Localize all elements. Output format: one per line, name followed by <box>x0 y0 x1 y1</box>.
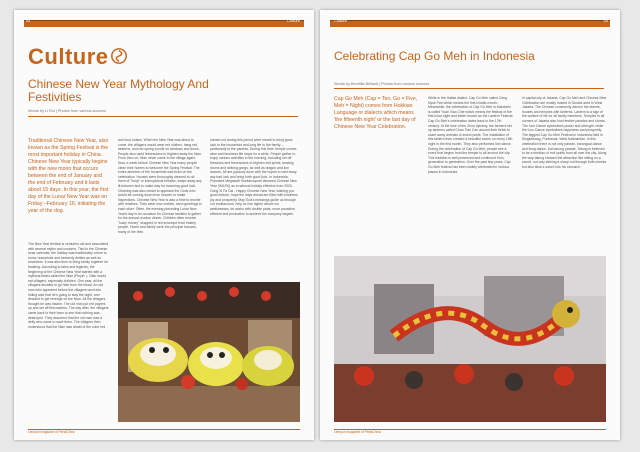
left-byline: Words by Li Rui | Photos from various sources <box>28 109 106 113</box>
swirl-logo-icon <box>110 47 128 65</box>
left-divider <box>28 116 298 117</box>
right-divider <box>334 88 604 89</box>
lion-dance-photo <box>118 282 300 422</box>
left-page-number: 54 <box>26 18 31 23</box>
left-footer: Lempuh magazine of PertaChina <box>28 430 75 434</box>
right-lead-paragraph: Cap Go Meh (Cap = Ten, Go = Five, Meh = Night) comes from Hokkian Language or dialects which means 'the fifteenth night' or the last day of Chinese New Year Celebration. <box>334 96 418 130</box>
right-footer: Lempuh magazine of PertaChina <box>334 430 381 434</box>
left-article-title: Chinese New Year Mythology And Festivities <box>28 77 209 104</box>
right-article-title: Celebrating Cap Go Meh in Indonesia <box>334 49 535 63</box>
left-page <box>14 10 314 440</box>
right-page-number: 55 <box>603 18 608 23</box>
section-heading: Culture <box>28 44 109 69</box>
left-column-3-body: carried out during this period were meant to bring good luck to the household and long life to the family – particularly to the parents. During this time, temple comes alive and business life stops for a while. People gather to enjoy various activities in the evening, including set off fireworks and firecrackers to frighten evil spirits, beating drums and striking gongs, as well as dragon and lion dances. All are joyously done with the hopes to cast away any bad luck and bring forth good luck. In Indonesia, President Megawati Soekarnoputri declared Chinese New Year (IMLEK) as a national holiday effective from 2003. Gong Xi Fa Cai - Happy Chinese New Year, wishing you good fortune, hope the days ahead are filled with kindness joy and prosperity. May God's blessings guide us through our endeavours, help us rise higher above our weaknesses, let works with double parts, more proactive, efficient and productive to achieve the company targets. <box>210 138 298 216</box>
right-column-3-body: In capital city of Jakarta, Cap Go Meh and Chinese New Celebration are mostly hosted in Glodok area in West Jakarta. The Chinese community adorns the streets, houses and temples with lanterns. Lantern is a sign of the welfare of life for all family members. Temples in all corners of Jakarta also host festive parades and shows. The Lion Dance symbolizes power and strength, while the Lion Dance symbolizes happiness and prosperity. The biggest Cap Go Meh Festival in Indonesia held in Singkawang, Pontianak, West Kalimantan. In this celebration there is not only parade, barongsai dance and liong dance, but barong parade. Tatung is believed to be a medium of evil spirits from all over the city. Along the way tatung showed the attraction like sitting on a sword, not only striking a sharp rod through both cheeks but also stick a sword into his stomach. <box>522 96 607 169</box>
right-section-tab: Culture <box>334 18 347 23</box>
left-lead-paragraph: Traditional Chinese New Year, also known as the Spring Festival is the most important holiday in China. Chinese New Year typically begins with the new moon that occurs between the end of January and the end of February and it lasts about 15 days. In this year, the first day of the Lunar New Year was on Friday –February 16, initiating the year of the dog. <box>28 138 109 214</box>
left-column-2-body: and loud noises. When the New Year was about to come, the villagers would wear red clothes, hang red lanterns, and red spring scrolls on windows and doors. People also used firecrackers to frighten away the Nian. From then on, Nian never came to the village again. Now, a week before Chinese New Year many people clean their homes to welcome the Spring Festival. The entire attention of the household was fixed on the celebration. Houses were thoroughly cleaned to rid them of "huiqi" or inauspicious breaths, swept away any ill-fortunes and to make way for incoming good luck. Cleaning was also meant to appease the Gods who would be coming down from heaven to make inspections. Chinese New Year is also a time to reunite with relatives. They wear new clothes, send greetings to each other. Often, the evening preceding Lunar New Year's day is an occasion for Chinese families to gather for the annual reunion dinner. Children often receive "lucky money" wrapped in red envelope from elderly people. Home and family were the principal focuses, many of the rites <box>118 138 202 234</box>
right-byline: Words by Bendilla Brilianti | Photos from various sources <box>334 82 430 86</box>
right-page <box>320 10 620 440</box>
right-header-bar <box>330 20 610 27</box>
left-section-tab: Culture <box>287 18 300 23</box>
dragon-dance-photo <box>334 256 606 422</box>
right-column-2-body: While in the Hakka dialect, Cap Go Meh called Cang Nyuk Pan which means the first middle-month. Meanwhile, the celebration of Cap Go Meh in Mandarin is called Yuan Xiao Chie which means the festival of the first lunar night and better known as the Lantern Festival. Cap Go Meh's celebration dates back to the 17th century. At the time of the Zhou dynasty, the farmers set up lanterns called Chau Tian Can around their fields to scare away animals or insect pests. The installation of this lantern then created a beautiful scene on every 15th night in the first month. They also performed lion dance. During the celebration of Cap Go Meh, people see a event that begins from the temple to all around the city. This tradition is well preserved and continued from generation to generation. Over the past few years, Cap Go Meh festival has been widely celebrated in various places in Indonesia. <box>428 96 514 174</box>
left-column-1-body: The New Year festival is centuries old and associated with several myths and customs. Tied to the Chinese lunar calendar, the holiday was traditionally a time to honor household and heavenly deities as well as ancestors. It was also time to bring family together for feasting. According to tales and legends, the beginning of the Chinese New Year started with a mythical beast called the Nian (Pinyin: ). Nian would eat villagers, especially children. One year, all the villagers decided to go hide from the beast. An old man who appeared before the villagers went into hiding said that he's going to stay the night, and decided to get revenge on the Nian. All the villagers thought he was insane. The old man put red papers up and set off firecrackers. The day after, the villagers came back to their town to see that nothing was destroyed. They assumed that the old man was a deity who came to save them. The villagers then understood that the Nian was afraid of the color red <box>28 242 109 329</box>
left-header-bar <box>24 20 304 27</box>
